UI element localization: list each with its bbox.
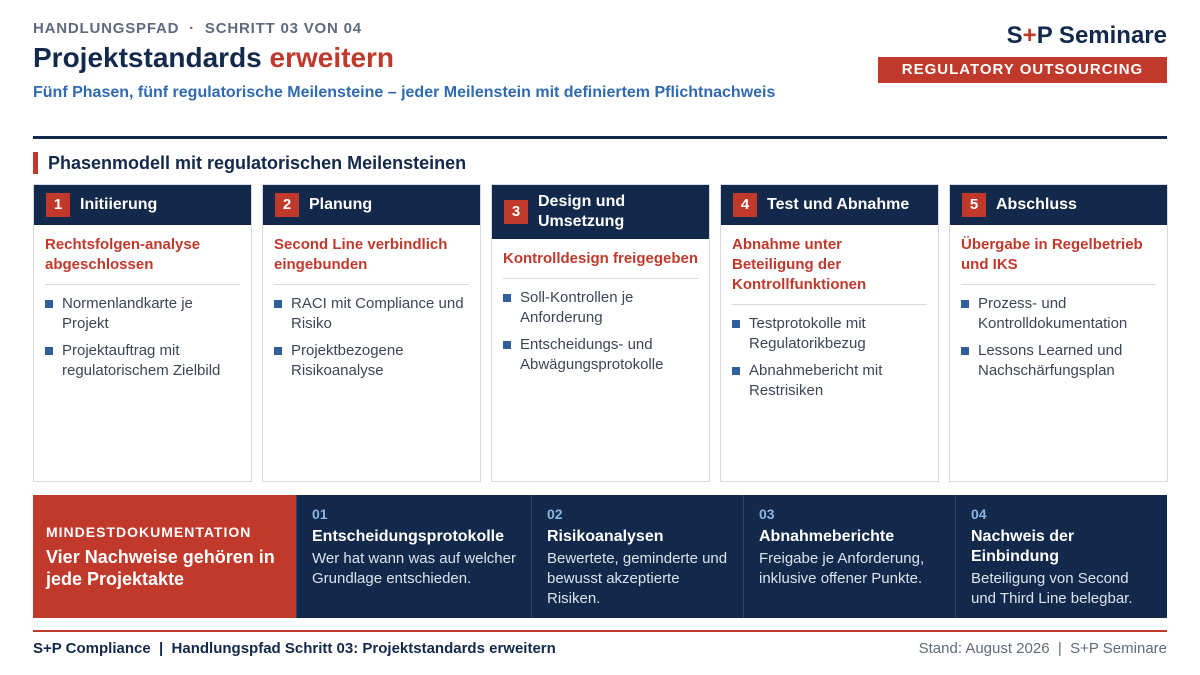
square-bullet-icon bbox=[274, 347, 282, 355]
phase-header bbox=[492, 185, 709, 239]
proof-card-risikoanalysen bbox=[531, 495, 743, 618]
proof-card-nachweis-einbindung bbox=[955, 495, 1167, 618]
square-bullet-icon bbox=[503, 341, 511, 349]
phase-card-test-abnahme bbox=[720, 184, 939, 482]
phase-body bbox=[263, 225, 480, 381]
mindest-callout bbox=[33, 495, 296, 618]
phase-header bbox=[34, 185, 251, 225]
list-item-text: Projektbezogene Risikoanalyse bbox=[291, 342, 404, 379]
brand-name-s: S bbox=[1006, 22, 1023, 49]
header-divider bbox=[33, 136, 1167, 139]
phase-header bbox=[263, 185, 480, 225]
proof-description: Wer hat wann was auf welcher Grundlage entschieden. bbox=[312, 550, 516, 587]
phase-number-badge: 5 bbox=[962, 193, 986, 217]
proof-number: 03 bbox=[759, 506, 775, 522]
phase-name: Test und Abnahme bbox=[767, 196, 910, 213]
mindest-kicker: MINDESTDOKUMENTATION bbox=[46, 524, 252, 540]
proof-title: Nachweis der Einbindung bbox=[971, 528, 1075, 565]
proof-number: 02 bbox=[547, 506, 563, 522]
proof-title: Abnahmeberichte bbox=[759, 528, 895, 545]
footer-left: S+P Compliance | Handlungspfad Schritt 03: Projektstandards erweitern bbox=[33, 640, 556, 657]
footer-right: Stand: August 2026 | S+P Seminare bbox=[918, 640, 1167, 657]
phase-name: Design und Umsetzung bbox=[538, 193, 626, 230]
list-item-text: Lessons Learned und Nachschärfungsplan bbox=[978, 342, 1123, 379]
list-item bbox=[732, 314, 927, 354]
phase-milestone: Abnahme unter Beteiligung der Kontrollfunktionen bbox=[732, 235, 927, 305]
list-item bbox=[274, 341, 469, 381]
list-item-text: Projektauftrag mit regulatorischem Zielbild bbox=[62, 342, 221, 379]
square-bullet-icon bbox=[732, 367, 740, 375]
phase-name: Abschluss bbox=[996, 196, 1077, 213]
proof-card-abnahmeberichte bbox=[743, 495, 955, 618]
proof-title: Risikoanalysen bbox=[547, 528, 664, 545]
square-bullet-icon bbox=[961, 347, 969, 355]
proof-number: 04 bbox=[971, 506, 987, 522]
proof-number: 01 bbox=[312, 506, 328, 522]
square-bullet-icon bbox=[274, 300, 282, 308]
phase-card-design-umsetzung bbox=[491, 184, 710, 482]
brand-logo bbox=[1007, 22, 1167, 50]
breadcrumb: HANDLUNGSPFAD · SCHRITT 03 VON 04 bbox=[33, 20, 362, 37]
phase-header bbox=[721, 185, 938, 225]
list-item-text: Soll-Kontrollen je Anforderung bbox=[520, 289, 634, 326]
phase-body bbox=[34, 225, 251, 381]
list-item bbox=[503, 288, 698, 328]
list-item bbox=[274, 294, 469, 334]
phase-milestone: Übergabe in Regelbetrieb und IKS bbox=[961, 235, 1156, 285]
list-item bbox=[503, 335, 698, 375]
phase-milestone: Kontrolldesign freigegeben bbox=[503, 249, 698, 279]
proof-description: Bewertete, geminderte und bewusst akzeptierte Risiken. bbox=[547, 550, 728, 607]
phase-number-badge: 4 bbox=[733, 193, 757, 217]
square-bullet-icon bbox=[45, 300, 53, 308]
list-item bbox=[45, 341, 240, 381]
list-item-text: Normenlandkarte je Projekt bbox=[62, 295, 193, 332]
list-item-text: Prozess- und Kontrolldokumentation bbox=[978, 295, 1128, 332]
square-bullet-icon bbox=[503, 294, 511, 302]
list-item bbox=[961, 341, 1156, 381]
list-item-text: Testprotokolle mit Regulatorikbezug bbox=[749, 315, 866, 352]
section-title: Phasenmodell mit regulatorischen Meilensteinen bbox=[33, 152, 466, 174]
proof-description: Freigabe je Anforderung, inklusive offener Punkte. bbox=[759, 550, 925, 587]
square-bullet-icon bbox=[732, 320, 740, 328]
page-title-accent: erweitern bbox=[269, 42, 395, 73]
proof-card-entscheidungsprotokolle bbox=[296, 495, 531, 618]
list-item-text: RACI mit Compliance und Risiko bbox=[291, 295, 464, 332]
phase-milestone: Second Line verbindlich eingebunden bbox=[274, 235, 469, 285]
phase-name: Initiierung bbox=[80, 196, 158, 213]
proof-description: Beteiligung von Second und Third Line belegbar. bbox=[971, 570, 1133, 607]
phase-number-badge: 3 bbox=[504, 200, 528, 224]
phase-body bbox=[721, 225, 938, 401]
footer-divider bbox=[33, 630, 1167, 632]
topic-badge: REGULATORY OUTSOURCING bbox=[878, 57, 1167, 83]
list-item-text: Abnahmebericht mit Restrisiken bbox=[749, 362, 883, 399]
page-title-main: Projektstandards bbox=[33, 42, 262, 73]
phase-card-abschluss bbox=[949, 184, 1168, 482]
brand-name-plus: + bbox=[1022, 22, 1037, 49]
list-item-text: Entscheidungs- und Abwägungsprotokolle bbox=[520, 336, 664, 373]
phase-body bbox=[492, 239, 709, 375]
phase-card-initiierung bbox=[33, 184, 252, 482]
list-item bbox=[961, 294, 1156, 334]
phase-number-badge: 2 bbox=[275, 193, 299, 217]
square-bullet-icon bbox=[961, 300, 969, 308]
list-item bbox=[45, 294, 240, 334]
phase-body bbox=[950, 225, 1167, 381]
page-title bbox=[33, 42, 394, 74]
proof-title: Entscheidungsprotokolle bbox=[312, 528, 505, 545]
mindest-text: Vier Nachweise gehören in jede Projektakte bbox=[46, 547, 275, 589]
phase-milestone: Rechtsfolgen-analyse abgeschlossen bbox=[45, 235, 240, 285]
page-subtitle: Fünf Phasen, fünf regulatorische Meilensteine – jeder Meilenstein mit definiertem Pflichtnachweis bbox=[33, 84, 776, 101]
phase-header bbox=[950, 185, 1167, 225]
phase-number-badge: 1 bbox=[46, 193, 70, 217]
list-item bbox=[732, 361, 927, 401]
phase-card-planung bbox=[262, 184, 481, 482]
phase-name: Planung bbox=[309, 196, 373, 213]
square-bullet-icon bbox=[45, 347, 53, 355]
brand-name-rest: P Seminare bbox=[1036, 22, 1167, 49]
